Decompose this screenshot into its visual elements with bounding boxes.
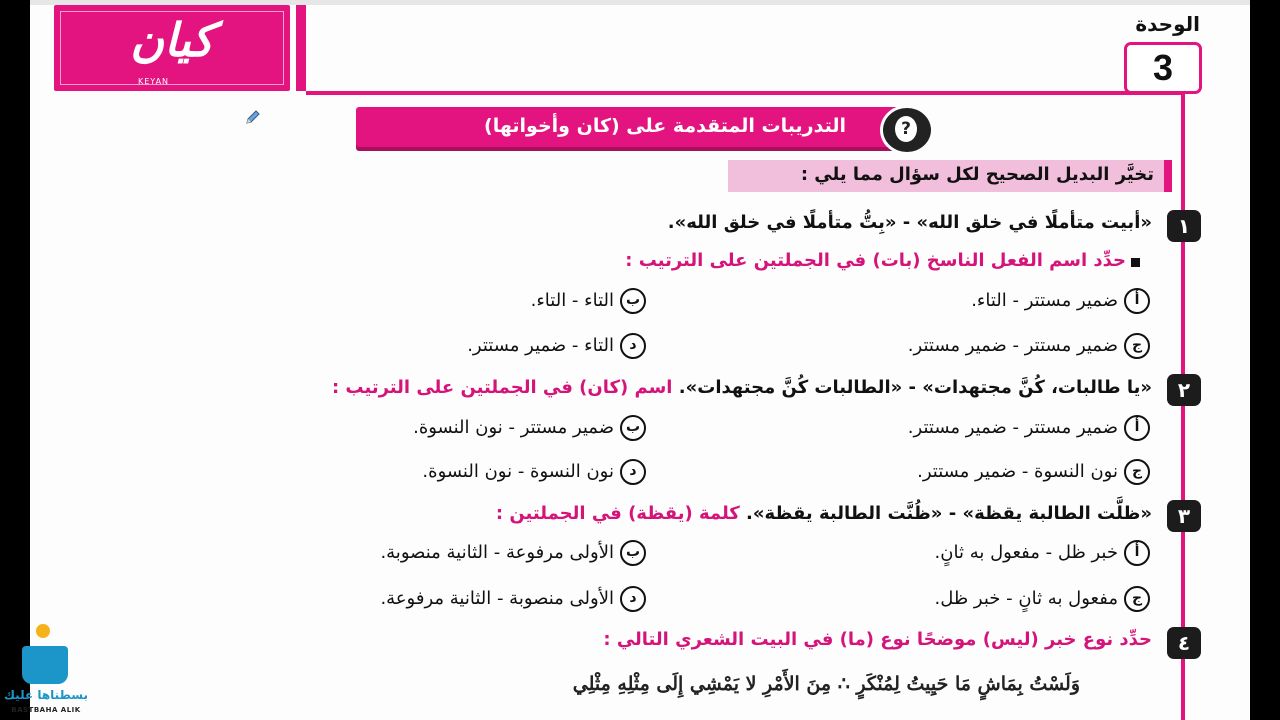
q2-option-c[interactable] [917, 459, 1150, 485]
brand-name-en: BASTBAHA ALIK [11, 706, 81, 714]
option-text: نون النسوة - ضمير مستتر. [917, 461, 1118, 482]
instruction-text: تخيَّر البديل الصحيح لكل سؤال مما يلي : [800, 164, 1154, 185]
option-letter-badge: د [620, 586, 646, 612]
logo-side-bar [296, 5, 306, 91]
question-3-stem: «ظلَّت الطالبة يقظة» - «ظُنَّت الطالبة يقظة». [746, 503, 1152, 524]
textbook-page [30, 0, 1250, 720]
option-letter-badge: د [620, 459, 646, 485]
option-text: التاء - التاء. [530, 290, 614, 311]
section-title: التدريبات المتقدمة على (كان وأخواتها) [484, 115, 846, 137]
option-letter-badge: أ [1124, 540, 1150, 566]
unit-label: الوحدة [1135, 12, 1200, 36]
question-2-sub: اسم (كان) في الجملتين على الترتيب : [331, 377, 673, 398]
q3-option-c[interactable] [935, 586, 1150, 612]
brand-book-icon [22, 646, 68, 684]
option-text: التاء - ضمير مستتر. [467, 335, 614, 356]
section-banner [356, 107, 916, 147]
option-text: الأولى مرفوعة - الثانية منصوبة. [380, 542, 614, 563]
option-letter-badge: ب [620, 540, 646, 566]
question-number-3: ٣ [1167, 500, 1201, 532]
option-text: مفعول به ثانٍ - خبر ظل. [934, 588, 1118, 609]
q1-option-a[interactable] [971, 288, 1150, 314]
q2-option-b[interactable] [413, 415, 646, 441]
question-1-stem: «أبيت متأملًا في خلق الله» - «بِتُّ متأملًا في خلق الله». [667, 212, 1152, 233]
lightbulb-inner [895, 116, 917, 142]
logo-text: كيان [130, 13, 214, 67]
option-letter-badge: ج [1124, 333, 1150, 359]
brand-name: بسطناها عليك [4, 688, 88, 702]
lightbulb-icon [880, 105, 934, 155]
question-number-4: ٤ [1167, 627, 1201, 659]
instruction-edge [1164, 160, 1172, 192]
instruction-bar [728, 160, 1172, 192]
option-text: ضمير مستتر - ضمير مستتر. [907, 417, 1118, 438]
keyan-logo [54, 5, 290, 91]
q1-option-c[interactable] [908, 333, 1150, 359]
question-4-stem: حدِّد نوع خبر (ليس) موضحًا نوع (ما) في البيت الشعري التالي : [603, 629, 1152, 650]
question-2-stem-line [332, 377, 1152, 398]
q1-option-b[interactable] [531, 288, 646, 314]
square-bullet-icon [1131, 258, 1140, 267]
option-text: ضمير مستتر - نون النسوة. [413, 417, 614, 438]
option-letter-badge: أ [1124, 288, 1150, 314]
option-letter-badge: أ [1124, 415, 1150, 441]
frame-top-line [306, 91, 1182, 95]
option-letter-badge: ب [620, 415, 646, 441]
logo-subtext: KEYAN [138, 77, 170, 86]
q1-option-d[interactable] [467, 333, 646, 359]
question-number-2: ٢ [1167, 374, 1201, 406]
pencil-icon[interactable] [244, 108, 262, 126]
channel-watermark [4, 622, 88, 718]
option-letter-badge: ج [1124, 586, 1150, 612]
question-2-stem: «يا طالبات، كُنَّ مجتهدات» - «الطالبات كُنَّ مجتهدات». [678, 377, 1152, 398]
option-text: نون النسوة - نون النسوة. [422, 461, 614, 482]
option-text: خبر ظل - مفعول به ثانٍ. [934, 542, 1118, 563]
option-text: ضمير مستتر - ضمير مستتر. [907, 335, 1118, 356]
q3-option-a[interactable] [935, 540, 1150, 566]
option-text: ضمير مستتر - التاء. [971, 290, 1118, 311]
question-3-sub: كلمة (يقظة) في الجملتين : [495, 503, 740, 524]
q2-option-a[interactable] [908, 415, 1150, 441]
option-letter-badge: د [620, 333, 646, 359]
question-3-stem-line [496, 503, 1152, 524]
option-letter-badge: ب [620, 288, 646, 314]
option-letter-badge: ج [1124, 459, 1150, 485]
question-number-1: ١ [1167, 210, 1201, 242]
q3-option-d[interactable] [380, 586, 646, 612]
q3-option-b[interactable] [380, 540, 646, 566]
option-text: الأولى منصوبة - الثانية مرفوعة. [380, 588, 614, 609]
question-1-sub: حدِّد اسم الفعل الناسخ (بات) في الجملتين على الترتيب : [625, 250, 1126, 271]
question-mark-icon: ? [901, 119, 911, 139]
q2-option-d[interactable] [422, 459, 646, 485]
poetry-verse: وَلَسْتُ بِمَاشٍ مَا حَيِيتُ لِمُنْكَرٍ ∴ مِنَ الأَمْرِ لا يَمْشِي إِلَى مِثْلِهِ مِثْلِي [572, 673, 1080, 695]
unit-number: 3 [1124, 42, 1202, 94]
brand-bulb-icon [36, 624, 50, 638]
